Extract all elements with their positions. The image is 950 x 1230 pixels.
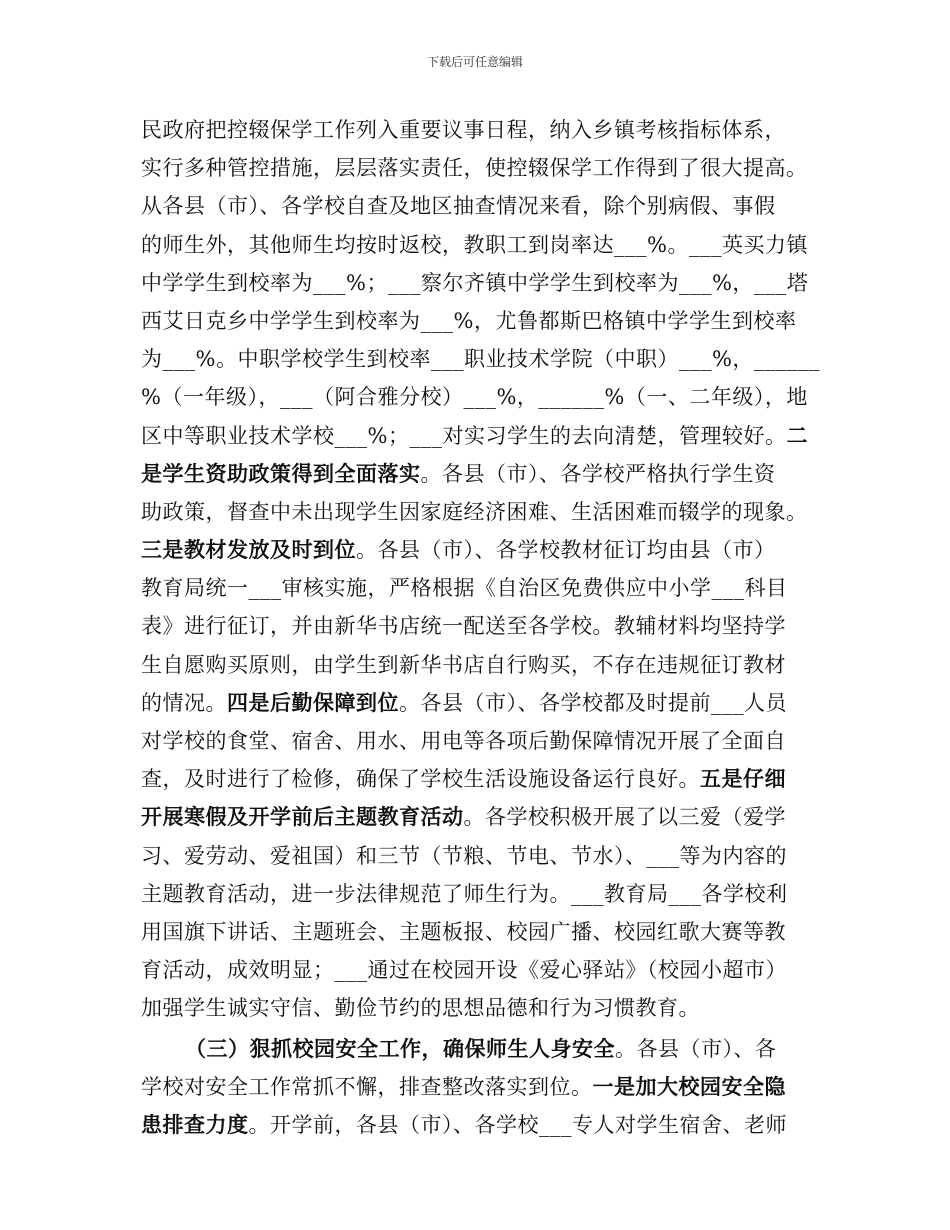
text-line — [141, 417, 831, 455]
text-run: %（一年级），___（阿合雅分校）___%，______%（一、二年级），地 — [141, 385, 808, 410]
document-body — [141, 111, 831, 1144]
text-run: 从各县（市）、各学校自查及地区抽查情况来看，除个别病假、事假 — [141, 194, 776, 219]
text-line — [141, 378, 831, 416]
text-run: 西艾日克乡中学学生到校率为___%，尤鲁都斯巴格镇中学学生到校率 — [141, 308, 797, 333]
text-run: 民政府把控辍保学工作列入重要议事日程，纳入乡镇考核指标体系， — [141, 118, 786, 142]
text-line — [141, 569, 831, 607]
text-line — [141, 111, 831, 149]
bold-heading: 二 — [786, 422, 808, 448]
bold-heading: 一是加大校园安全隐 — [592, 1073, 786, 1099]
bold-heading: 五是仔细 — [700, 766, 786, 792]
text-run: 的情况。 — [141, 690, 227, 715]
text-line — [141, 1106, 831, 1144]
bold-heading: 开展寒假及开学前后主题教育活动 — [141, 804, 464, 830]
text-line — [141, 302, 831, 340]
text-run: 助政策，督查中未出现学生因家庭经济困难、生活困难而辍学的现象。 — [141, 499, 808, 524]
text-run: 中学学生到校率为___%；___察尔齐镇中学学生到校率为___%，___塔 — [141, 270, 809, 295]
text-line — [141, 607, 831, 645]
bold-heading: 患排查力度 — [141, 1111, 249, 1137]
bold-heading: 三是教材发放及时到位 — [141, 537, 356, 563]
text-run: 加强学生诚实守信、勤俭节约的思想品德和行为习惯教育。 — [141, 996, 700, 1021]
text-line — [141, 798, 831, 836]
text-run: 教育局统一___审核实施，严格根据《自治区免费供应中小学___科目 — [141, 576, 788, 601]
text-line — [141, 951, 831, 989]
text-line — [141, 989, 831, 1027]
text-run: 育活动，成效明显；___通过在校园开设《爱心驿站》（校园小超市） — [141, 958, 787, 983]
text-run: 生自愿购买原则，由学生到新华书店自行购买，不存在违规征订教材 — [141, 652, 786, 677]
text-line — [141, 760, 831, 798]
bold-heading: 四是后勤保障到位 — [227, 689, 399, 715]
text-run: 。各学校积极开展了以三爱（爱学 — [463, 805, 786, 830]
text-line — [141, 875, 831, 913]
bold-heading: （三）狠抓校园安全工作，确保师生人身安全 — [185, 1035, 615, 1061]
text-line — [141, 226, 831, 264]
text-run: 表》进行征订，并由新华书店统一配送至各学校。教辅材料均坚持学 — [141, 614, 786, 639]
text-line — [141, 187, 831, 225]
text-line — [141, 493, 831, 531]
text-line — [141, 340, 831, 378]
text-line — [141, 1068, 831, 1106]
text-run: 实行多种管控措施，层层落实责任，使控辍保学工作得到了很大提高。 — [141, 156, 808, 181]
text-run: 对学校的食堂、宿舍、用水、用电等各项后勤保障情况开展了全面自 — [141, 729, 786, 753]
text-line — [141, 684, 831, 722]
text-run: 主题教育活动，进一步法律规范了师生行为。___教育局___各学校利 — [141, 881, 788, 906]
text-run: 用国旗下讲话、主题班会、主题板报、校园广播、校园红歌大赛等教 — [141, 919, 786, 944]
text-run: 为___%。中职学校学生到校率___职业技术学院（中职）___%，______ — [141, 347, 820, 372]
text-run: 。开学前，各县（市）、各学校___专人对学生宿舍、老师 — [248, 1112, 787, 1137]
text-run: 习、爱劳动、爱祖国）和三节（节粮、节电、节水）、___等为内容的 — [141, 843, 787, 868]
text-run: 查，及时进行了检修，确保了学校生活设施设备运行良好。 — [141, 767, 700, 792]
text-line — [141, 455, 831, 493]
text-line — [141, 1030, 831, 1068]
text-run: 。各县（市）、各学校严格执行学生资 — [420, 461, 776, 486]
text-line — [141, 722, 831, 760]
text-line — [141, 531, 831, 569]
text-line — [141, 264, 831, 302]
text-run: 区中等职业技术学校___%；___对实习学生的去向清楚，管理较好。 — [141, 423, 787, 448]
text-run: 。各县（市）、各学校教材征订均由县（市） — [356, 538, 776, 563]
page-header: 下载后可任意编辑 — [426, 55, 523, 69]
text-line — [141, 913, 831, 951]
bold-heading: 是学生资助政策得到全面落实 — [141, 460, 421, 486]
text-line — [141, 837, 831, 875]
text-run: 的师生外，其他师生均按时返校，教职工到岗率达___%。___英买力镇 — [141, 232, 808, 257]
text-line — [141, 149, 831, 187]
text-line — [141, 646, 831, 684]
text-run: 。各县（市）、各 — [615, 1036, 777, 1061]
text-run: 学校对安全工作常抓不懈，排查整改落实到位。 — [141, 1074, 593, 1099]
text-run: 。各县（市）、各学校都及时提前___人员 — [399, 690, 787, 715]
